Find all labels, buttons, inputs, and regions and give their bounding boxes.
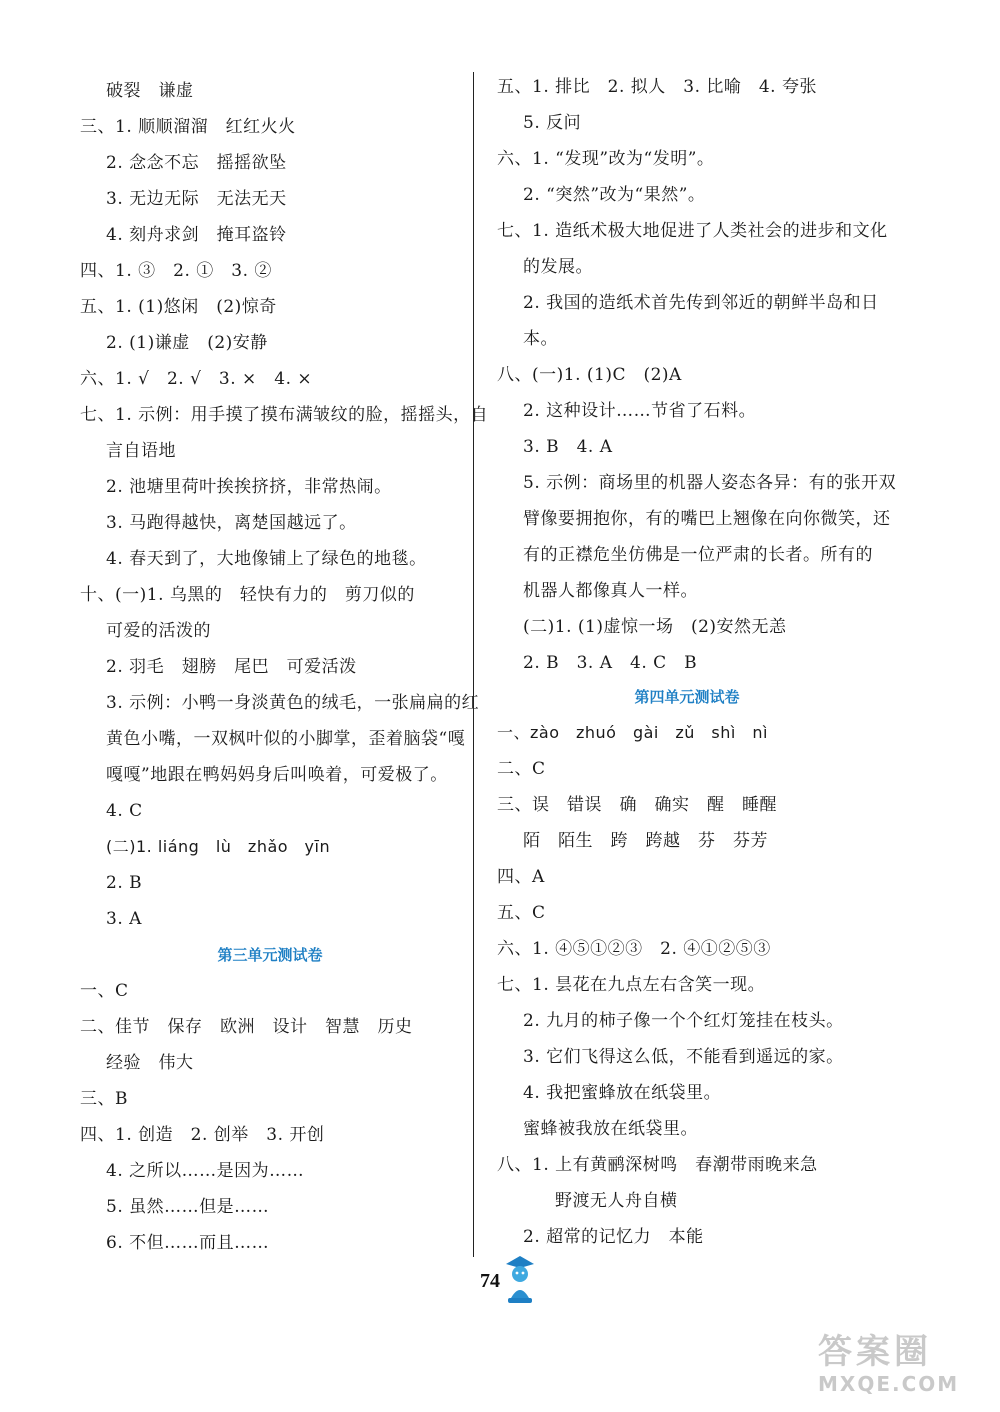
answer-line: 有的正襟危坐仿佛是一位严肃的长者。所有的 (523, 545, 873, 565)
answer-line: 本。 (523, 329, 558, 349)
page-number: 74 (480, 1270, 500, 1292)
answer-line: 一、C (80, 981, 129, 1001)
answer-line: 2. 九月的柿子像一个个红灯笼挂在枝头。 (523, 1011, 844, 1031)
answer-line: 3. B 4. A (523, 437, 613, 457)
answer-line: 三、误 错误 确 确实 醒 睡醒 (497, 795, 777, 815)
section-heading-unit3: 第三单元测试卷 (217, 946, 323, 964)
answer-line: 6. 不但……而且…… (106, 1233, 270, 1253)
answer-line: 三、1. 顺顺溜溜 红红火火 (80, 117, 296, 137)
mascot-icon (500, 1250, 540, 1306)
answer-line: 2. 这种设计……节省了石料。 (523, 401, 757, 421)
answer-line: (二)1. liáng lù zhǎo yīn (106, 837, 331, 856)
answer-line: 言自语地 (106, 441, 176, 461)
answer-line: 五、1. (1)悠闲 (2)惊奇 (80, 297, 277, 317)
answer-line: 破裂 谦虚 (106, 81, 194, 101)
answer-line: 3. 无边无际 无法无天 (106, 189, 287, 209)
answer-line: 5. 示例：商场里的机器人姿态各异：有的张开双 (523, 473, 897, 493)
answer-line: 3. A (106, 909, 142, 929)
watermark-logo (818, 1332, 968, 1402)
watermark-text: 答案圈 (818, 1332, 932, 1372)
answer-line: 四、1. 创造 2. 创举 3. 开创 (80, 1125, 325, 1145)
answer-line: 可爱的活泼的 (106, 621, 211, 641)
answer-line: 二、佳节 保存 欧洲 设计 智慧 历史 (80, 1017, 413, 1037)
answer-line: 3. 示例：小鸭一身淡黄色的绒毛，一张扁扁的红 (106, 693, 480, 713)
answer-line: 2. 羽毛 翅膀 尾巴 可爱活泼 (106, 657, 357, 677)
answer-line: 5. 反问 (523, 113, 582, 133)
answer-line: 五、C (497, 903, 546, 923)
answer-line: 蜜蜂被我放在纸袋里。 (523, 1119, 698, 1139)
answer-line: 八、1. 上有黄鹂深树鸣 春潮带雨晚来急 (497, 1155, 818, 1175)
answer-line: 一、zào zhuó gài zǔ shì nì (497, 723, 768, 742)
answer-line: 2. B 3. A 4. C B (523, 653, 698, 673)
answer-line: 4. 我把蜜蜂放在纸袋里。 (523, 1083, 722, 1103)
answer-line: 4. 刻舟求剑 掩耳盗铃 (106, 225, 287, 245)
column-divider (473, 72, 474, 1257)
answer-line: 四、1. ③ 2. ① 3. ② (80, 261, 272, 281)
answer-line: 黄色小嘴，一双枫叶似的小脚掌，歪着脑袋“嘎 (106, 729, 466, 749)
answer-line: 4. 春天到了，大地像铺上了绿色的地毯。 (106, 549, 427, 569)
answer-line: 野渡无人舟自横 (555, 1191, 678, 1211)
answer-line: 五、1. 排比 2. 拟人 3. 比喻 4. 夸张 (497, 77, 817, 97)
answer-line: 十、(一)1. 乌黑的 轻快有力的 剪刀似的 (80, 585, 415, 605)
answer-line: 三、B (80, 1089, 128, 1109)
answer-line: 4. C (106, 801, 143, 821)
answer-line: 六、1. “发现”改为“发明”。 (497, 149, 715, 169)
answer-line: 六、1. ④⑤①②③ 2. ④①②⑤③ (497, 939, 771, 959)
answer-line: 七、1. 昙花在九点左右含笑一现。 (497, 975, 766, 995)
section-heading-unit4: 第四单元测试卷 (634, 688, 740, 706)
answer-line: 二、C (497, 759, 546, 779)
answer-line: 经验 伟大 (106, 1053, 194, 1073)
answer-line: 2. 念念不忘 摇摇欲坠 (106, 153, 287, 173)
answer-line: 八、(一)1. (1)C (2)A (497, 365, 682, 385)
answer-line: 2. (1)谦虚 (2)安静 (106, 333, 268, 353)
answer-line: 七、1. 造纸术极大地促进了人类社会的进步和文化 (497, 221, 888, 241)
answer-line: 4. 之所以……是因为…… (106, 1161, 305, 1181)
answer-line: 陌 陌生 跨 跨越 芬 芬芳 (523, 831, 768, 851)
answer-line: 2. 池塘里荷叶挨挨挤挤，非常热闹。 (106, 477, 392, 497)
answer-line: 四、A (497, 867, 545, 887)
answer-line: 六、1. √ 2. √ 3. × 4. × (80, 369, 313, 389)
answer-line: 2. B (106, 873, 143, 893)
answer-line: 七、1. 示例：用手摸了摸布满皱纹的脸，摇摇头，自 (80, 405, 489, 425)
answer-line: 2. 超常的记忆力 本能 (523, 1227, 704, 1247)
answer-line: 2. 我国的造纸术首先传到邻近的朝鲜半岛和日 (523, 293, 879, 313)
answer-line: 臂像要拥抱你，有的嘴巴上翘像在向你微笑，还 (523, 509, 891, 529)
answer-line: 嘎嘎”地跟在鸭妈妈身后叫唤着，可爱极了。 (106, 765, 448, 785)
watermark-url: MXQE.COM (818, 1372, 960, 1396)
answer-line: 2. “突然”改为“果然”。 (523, 185, 706, 205)
answer-line: 机器人都像真人一样。 (523, 581, 698, 601)
answer-line: 5. 虽然……但是…… (106, 1197, 270, 1217)
answer-line: 的发展。 (523, 257, 593, 277)
answer-line: 3. 马跑得越快，离楚国越远了。 (106, 513, 357, 533)
answer-line: (二)1. (1)虚惊一场 (2)安然无恙 (523, 617, 787, 637)
answer-line: 3. 它们飞得这么低，不能看到遥远的家。 (523, 1047, 844, 1067)
